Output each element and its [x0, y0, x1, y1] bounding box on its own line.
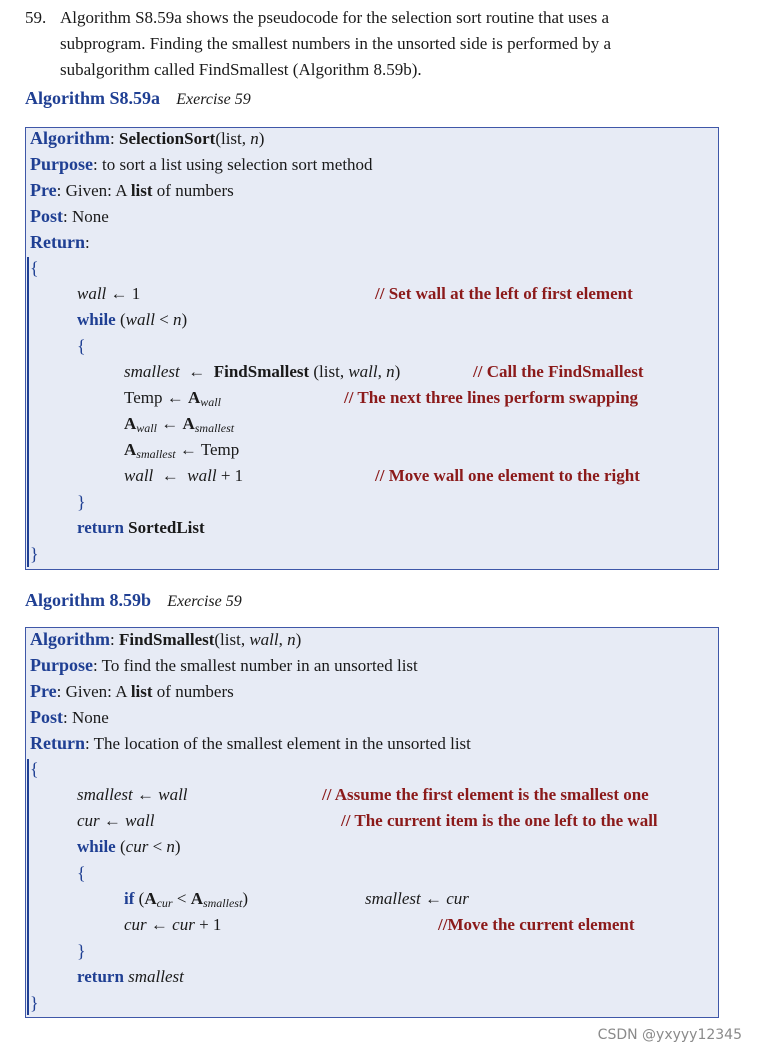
alg2-inner-open-brace: {: [77, 863, 86, 883]
alg2-left-bar: [27, 759, 29, 1015]
alg2-return: Return: The location of the smallest element in the unsorted list: [30, 733, 471, 753]
alg1-heading: [25, 88, 251, 109]
alg1-left-bar: [27, 257, 29, 567]
alg1-comment-2: // Call the FindSmallest: [473, 362, 644, 381]
alg1-exercise: Exercise 59: [176, 91, 251, 108]
alg1-post: Post: None: [30, 206, 109, 226]
alg2-signature: Algorithm: FindSmallest(list, wall, n): [30, 629, 302, 649]
alg1-line-wall-init: wall ← 1: [77, 284, 141, 303]
alg2-line-smallest-init: smallest ← wall: [77, 785, 188, 804]
exercise-line-3: subalgorithm called FindSmallest (Algorithm 8.59b).: [60, 60, 422, 79]
alg1-pre: Pre: Given: A list of numbers: [30, 180, 234, 200]
alg2-exercise: Exercise 59: [167, 593, 242, 610]
alg2-heading: [25, 590, 242, 611]
alg1-line-swap-1: $A_{wall}$ ← $A_{smallest}$: [124, 414, 235, 435]
alg1-line-return: return SortedList: [77, 518, 205, 537]
alg2-title: Algorithm 8.59b: [25, 590, 151, 610]
alg1-line-call: smallest ← FindSmallest (list, wall, n): [124, 362, 401, 381]
alg2-pre: Pre: Given: A list of numbers: [30, 681, 234, 701]
alg2-post: Post: None: [30, 707, 109, 727]
alg1-line-temp: Temp ← $A_{wall}$: [124, 388, 221, 409]
exercise-number: 59.: [25, 8, 47, 27]
alg2-line-return: return smallest: [77, 967, 184, 986]
exercise-line-2: subprogram. Finding the smallest numbers in the unsorted side is performed by a: [60, 34, 611, 53]
alg1-title: Algorithm S8.59a: [25, 88, 160, 108]
alg1-line-while: while (wall < n): [77, 310, 188, 329]
alg1-open-brace: {: [30, 258, 39, 278]
alg2-line-if: if $(A_{cur} < A_{smallest})$: [124, 889, 248, 910]
alg2-close-brace: }: [30, 993, 39, 1013]
alg1-line-increment: wall ← wall + 1: [124, 466, 244, 485]
alg2-line-while: while (cur < n): [77, 837, 181, 856]
alg1-line-swap-2: $A_{smallest}$ ← Temp: [124, 440, 240, 461]
alg1-close-brace: }: [30, 544, 39, 564]
alg2-line-cur-init: cur ← wall: [77, 811, 155, 830]
alg2-comment-2: // The current item is the one left to the wall: [341, 811, 658, 830]
alg2-comment-3: //Move the current element: [438, 915, 635, 934]
alg1-inner-open-brace: {: [77, 336, 86, 356]
alg1-return: Return:: [30, 232, 90, 252]
alg2-comment-1: // Assume the first element is the smallest one: [322, 785, 649, 804]
exercise-line-1: Algorithm S8.59a shows the pseudocode for the selection sort routine that uses a: [60, 8, 610, 27]
alg2-open-brace: {: [30, 759, 39, 779]
alg2-line-increment: cur ← cur + 1: [124, 915, 222, 934]
alg2-purpose: Purpose: To find the smallest number in an unsorted list: [30, 655, 418, 675]
alg2-line-if-body: smallest ← cur: [365, 889, 469, 908]
alg2-inner-close-brace: }: [77, 941, 86, 961]
alg1-comment-3: // The next three lines perform swapping: [344, 388, 639, 407]
alg1-comment-1: // Set wall at the left of first element: [375, 284, 633, 303]
watermark: CSDN @yxyyy12345: [597, 1027, 742, 1043]
alg1-signature: Algorithm: SelectionSort(list, n): [30, 128, 265, 148]
alg1-purpose: Purpose: to sort a list using selection sort method: [30, 154, 373, 174]
alg1-inner-close-brace: }: [77, 492, 86, 512]
alg1-comment-4: // Move wall one element to the right: [375, 466, 640, 485]
